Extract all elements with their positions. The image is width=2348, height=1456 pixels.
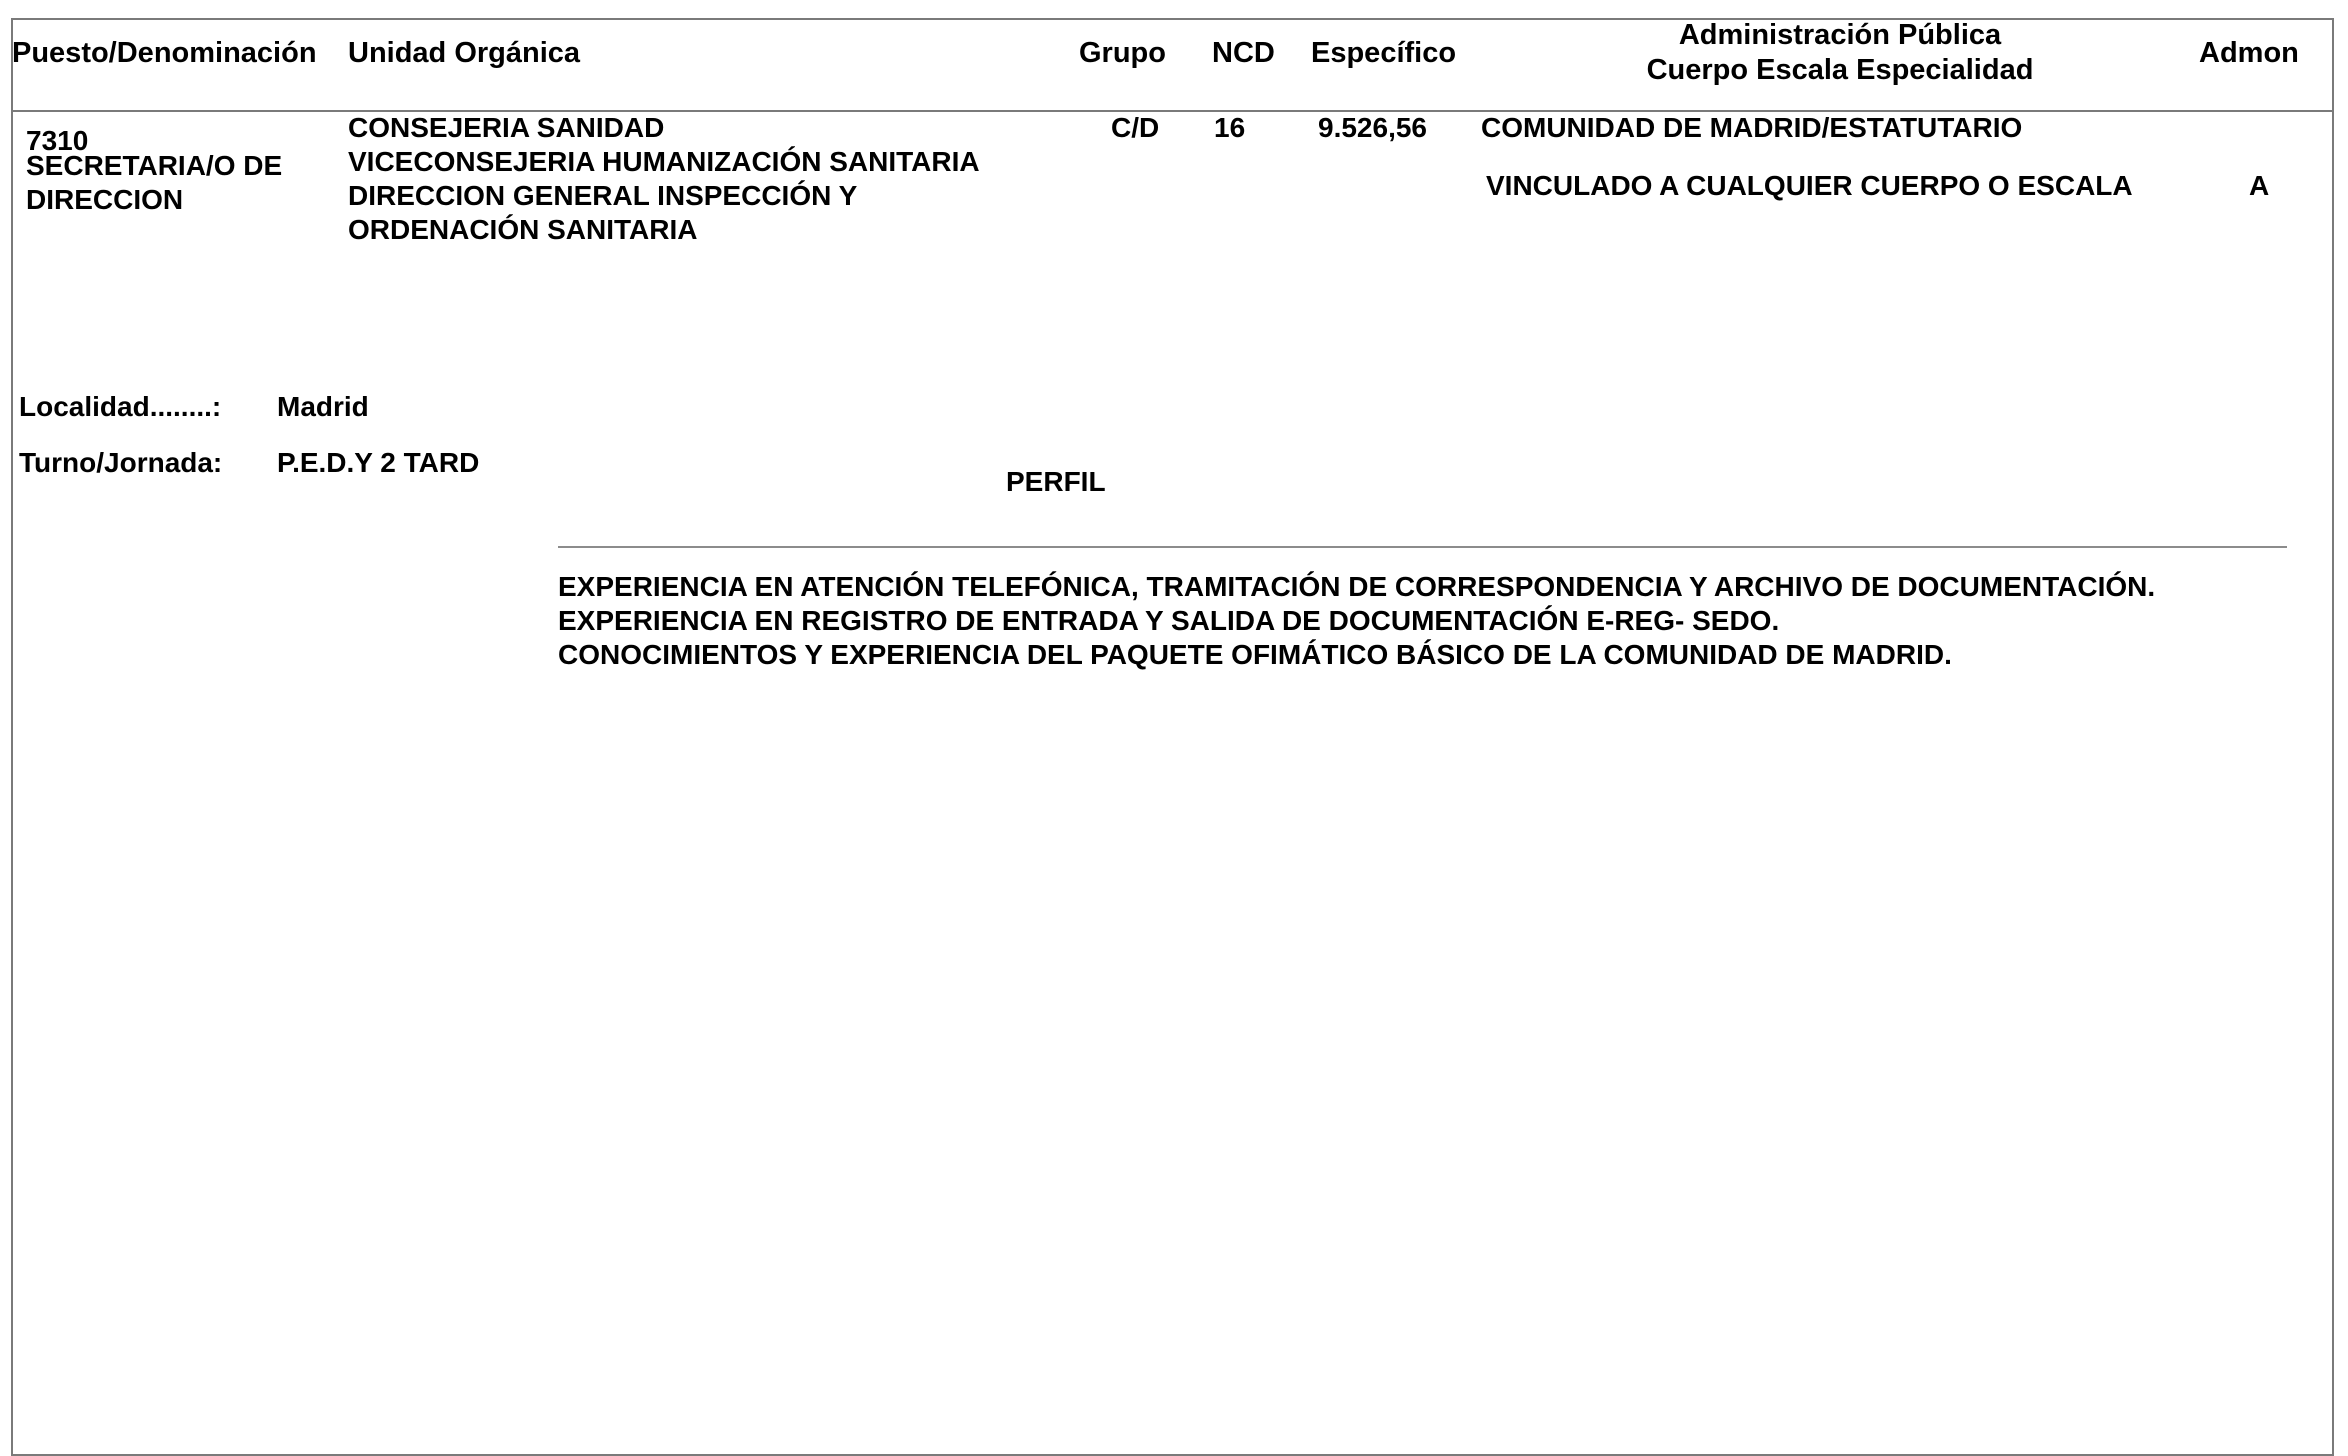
localidad-label: Localidad........: (19, 391, 222, 422)
perfil-divider (558, 546, 2287, 548)
turno-label: Turno/Jornada: (19, 447, 223, 478)
header-administracion: Administración Pública (1678, 19, 2002, 51)
grupo-value: C/D (1111, 112, 1160, 143)
unidad-organica (348, 111, 980, 247)
puesto-denominacion-line: SECRETARIA/O DE (26, 150, 283, 181)
header-ncd: NCD (1212, 37, 1275, 69)
header-unidad: Unidad Orgánica (348, 37, 581, 69)
perfil-line: CONOCIMIENTOS Y EXPERIENCIA DEL PAQUETE OFIMÁTICO BÁSICO DE LA COMUNIDAD DE MADRID. (558, 639, 1952, 670)
perfil-line: EXPERIENCIA EN REGISTRO DE ENTRADA Y SALIDA DE DOCUMENTACIÓN E-REG- SEDO. (558, 605, 1780, 636)
header-grupo: Grupo (1079, 37, 1166, 69)
turno-value: P.E.D.Y 2 TARD (277, 447, 480, 478)
unidad-line: DIRECCION GENERAL INSPECCIÓN Y (348, 180, 858, 211)
header-especifico: Específico (1311, 37, 1457, 69)
header-puesto: Puesto/Denominación (12, 37, 317, 69)
unidad-line: VICECONSEJERIA HUMANIZACIÓN SANITARIA (348, 146, 980, 177)
perfil-text (558, 570, 2155, 672)
admon-value: A (2249, 170, 2270, 201)
unidad-line: ORDENACIÓN SANITARIA (348, 214, 698, 245)
ncd-value: 16 (1214, 112, 1246, 143)
especifico-value: 9.526,56 (1318, 112, 1427, 143)
header-admon: Admon (2199, 37, 2299, 69)
localidad-value: Madrid (277, 391, 369, 422)
puesto-denominacion-line: DIRECCION (26, 184, 184, 215)
perfil-line: EXPERIENCIA EN ATENCIÓN TELEFÓNICA, TRAMITACIÓN DE CORRESPONDENCIA Y ARCHIVO DE DOCUMENTACIÓN. (558, 571, 2156, 602)
puesto-codigo: 7310 (26, 125, 89, 156)
perfil-title: PERFIL (1006, 466, 1106, 497)
header-cuerpo: Cuerpo Escala Especialidad (1646, 54, 2034, 86)
unidad-line: CONSEJERIA SANIDAD (348, 112, 665, 143)
administracion-value: COMUNIDAD DE MADRID/ESTATUTARIO (1481, 112, 2023, 143)
cuerpo-value: VINCULADO A CUALQUIER CUERPO O ESCALA (1486, 170, 2133, 201)
